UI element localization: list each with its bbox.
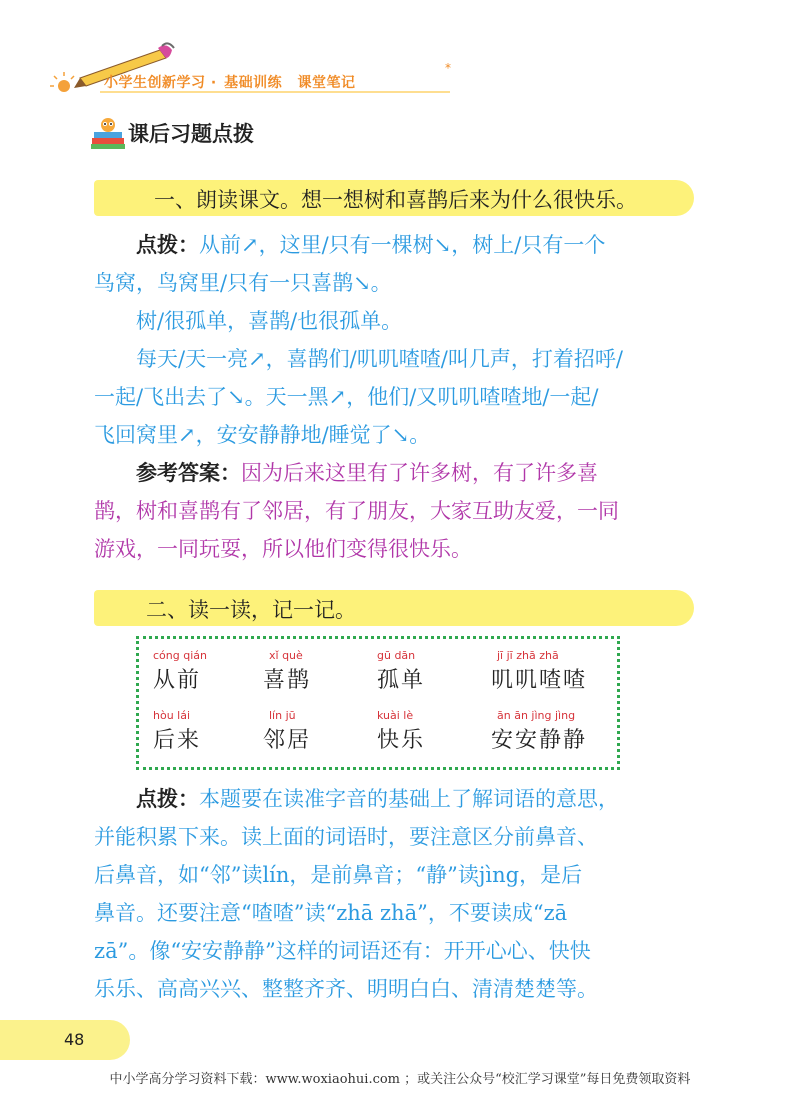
question1-title: 一、朗读课文。想一想树和喜鹊后来为什么很快乐。 <box>154 188 637 212</box>
word-hanzi: 从前 <box>153 668 202 693</box>
hint-line1: 从前↗，这里/只有一棵树↘，树上/只有一个 <box>199 233 606 257</box>
hint2-line6: 乐乐、高高兴兴、整整齐齐、明明白白、清清楚楚等。 <box>94 977 598 1001</box>
hint2-line1: 本题要在读准字音的基础上了解词语的意思， <box>199 787 619 811</box>
hint-line3: 树/很孤单，喜鹊/也很孤单。 <box>136 309 403 333</box>
word-hanzi: 邻居 <box>263 728 312 753</box>
word-item <box>491 709 587 754</box>
word-hanzi: 快乐 <box>377 728 426 753</box>
word-pinyin: lín jū <box>269 709 296 722</box>
word-pinyin: jī jī zhā zhā <box>497 649 559 662</box>
hint-line6: 飞回窝里↗，安安静静地/睡觉了↘。 <box>94 423 431 447</box>
answer-line1: 因为后来这里有了许多树，有了许多喜 <box>241 461 598 485</box>
hint-line4: 每天/天一亮↗，喜鹊们/叽叽喳喳/叫几声，打着招呼/ <box>136 347 623 371</box>
word-pinyin: ān ān jìng jìng <box>497 709 576 722</box>
books-owl-icon <box>88 112 128 152</box>
section-title: 课后习题点拨 <box>128 122 254 146</box>
page-number: 48 <box>64 1030 85 1049</box>
word-item <box>153 709 201 754</box>
answer-line2: 鹊，树和喜鹊有了邻居，有了朋友，大家互助友爱，一同 <box>94 499 619 523</box>
hint2-line4: 鼻音。还要注意“喳喳”读“zhā zhā”，不要读成“zā <box>94 901 568 925</box>
word-hanzi: 孤单 <box>377 668 426 693</box>
word-pinyin: hòu lái <box>153 709 191 722</box>
hint-line2: 鸟窝，鸟窝里/只有一只喜鹊↘。 <box>94 271 392 295</box>
word-item <box>153 649 207 694</box>
word-item <box>263 709 311 754</box>
word-hanzi: 叽叽喳喳 <box>491 668 588 693</box>
word-item <box>263 649 311 694</box>
answer-line3: 游戏，一同玩耍，所以他们变得很快乐。 <box>94 537 472 561</box>
hint-line5: 一起/飞出去了↘。天一黑↗，他们/又叽叽喳喳地/一起/ <box>94 385 599 409</box>
hint2-line3: 后鼻音，如“邻”读lín，是前鼻音；“静”读jìng，是后 <box>94 863 583 887</box>
hint2-line5: zā”。像“安安静静”这样的词语还有：开开心心、快快 <box>94 939 591 963</box>
hint2-line2: 并能积累下来。读上面的词语时，要注意区分前鼻音、 <box>94 825 598 849</box>
word-pinyin: gū dān <box>377 649 416 662</box>
word-pinyin: xǐ què <box>269 649 303 662</box>
footer-text: 中小学高分学习资料下载：www.woxiaohui.com ；或关注公众号“校汇学习课堂”每日免费领取资料 <box>109 1072 691 1087</box>
word-hanzi: 后来 <box>153 728 202 753</box>
word-pinyin: kuài lè <box>377 709 414 722</box>
hint2-label: 点拨： <box>136 787 199 811</box>
word-item <box>491 649 587 694</box>
brand-part3: 课堂笔记 <box>297 75 356 91</box>
hint-label: 点拨： <box>136 233 199 257</box>
question1-hint <box>94 226 700 568</box>
question2-hint <box>94 780 700 1008</box>
word-item <box>377 649 425 694</box>
brand-part2: 基础训练 <box>224 75 283 91</box>
svg-text:*: * <box>445 61 451 75</box>
vocabulary-box <box>136 636 620 770</box>
word-hanzi: 安安静静 <box>491 728 588 753</box>
word-hanzi: 喜鹊 <box>263 668 312 693</box>
brand-title <box>104 72 355 92</box>
brand-part1: 小学生创新学习 · <box>104 75 217 91</box>
question2-title: 二、读一读，记一记。 <box>146 598 356 622</box>
word-item <box>377 709 425 754</box>
answer-label: 参考答案： <box>136 461 241 485</box>
word-pinyin: cóng qián <box>153 649 207 662</box>
